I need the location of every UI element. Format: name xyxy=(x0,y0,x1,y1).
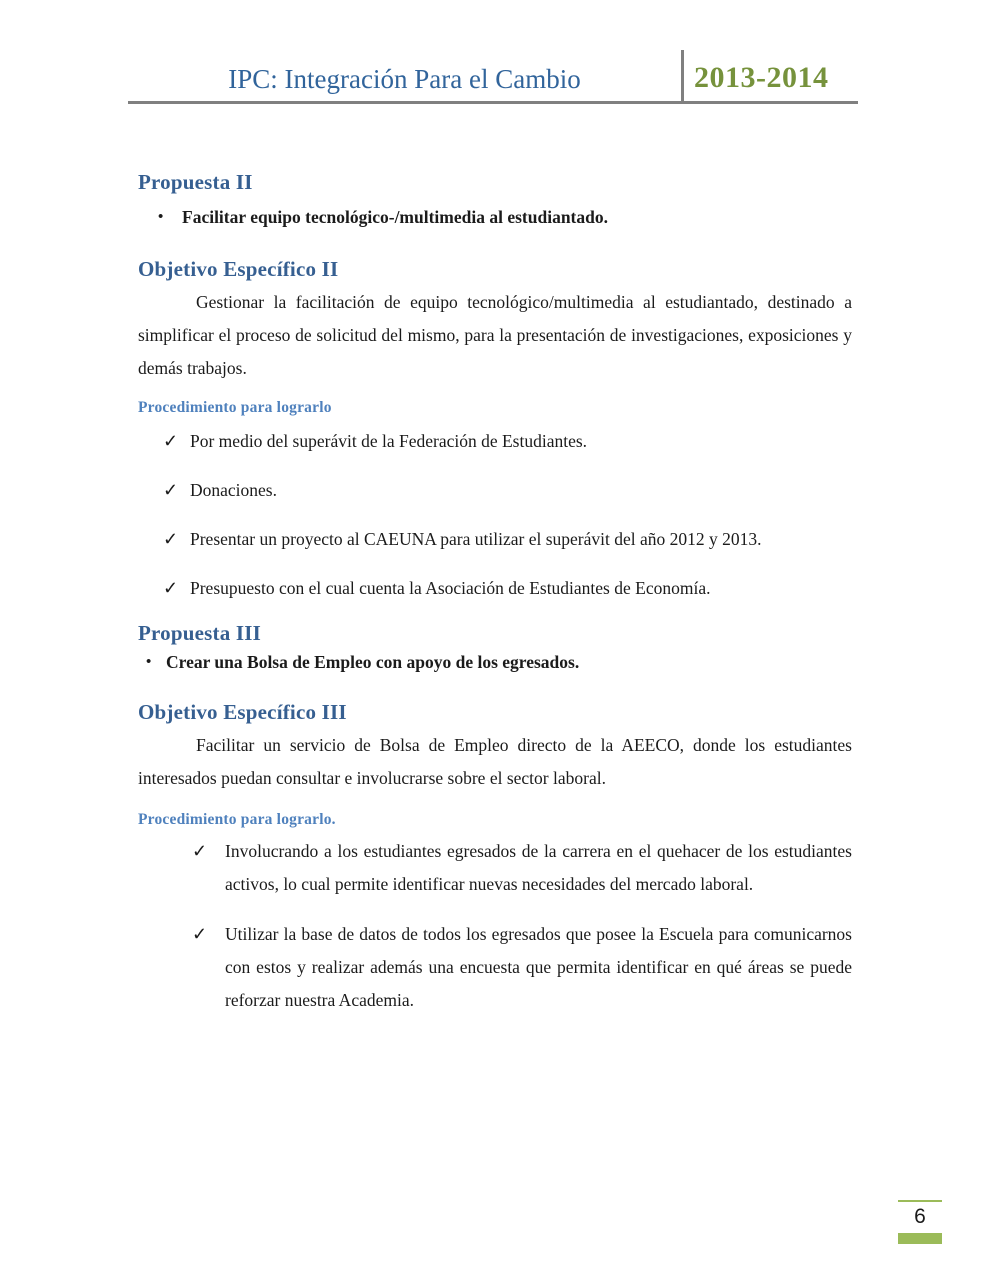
checklist-item xyxy=(138,523,852,556)
checklist-item xyxy=(138,474,852,507)
paragraph-objetivo-iii: Facilitar un servicio de Bolsa de Empleo directo de la AEECO, donde los estudiantes interesados puedan consultar e involucrarse sobre el sector laboral. xyxy=(138,735,852,788)
page-header xyxy=(128,50,858,104)
checklist-item xyxy=(138,918,852,1017)
header-period: 2013-2014 xyxy=(694,61,829,94)
paragraph-objetivo-ii: Gestionar la facilitación de equipo tecnológico/multimedia al estudiantado, destinado a simplificar el proceso de solicitud del mismo, para la presentación de investigaciones, exposiciones y demás trabajos. xyxy=(138,292,852,378)
checklist-item-text: Por medio del superávit de la Federación de Estudiantes. xyxy=(190,431,588,451)
bullet-icon: • xyxy=(146,654,152,670)
checklist-procedimiento-iii xyxy=(138,835,852,1017)
heading-objetivo-ii: Objetivo Específico II xyxy=(138,257,339,281)
heading-propuesta-iii: Propuesta III xyxy=(138,621,261,645)
bullet-text: Crear una Bolsa de Empleo con apoyo de los egresados. xyxy=(166,652,580,672)
checkmark-icon: ✓ xyxy=(192,841,208,861)
checklist-item xyxy=(138,425,852,458)
heading-objetivo-iii: Objetivo Específico III xyxy=(138,700,347,724)
checklist-item xyxy=(138,572,852,605)
checklist-item xyxy=(138,835,852,901)
subheading-procedimiento-ii: Procedimiento para lograrlo xyxy=(138,399,332,416)
checkmark-icon: ✓ xyxy=(163,529,179,549)
bullet-icon: • xyxy=(158,209,164,225)
checkmark-icon: ✓ xyxy=(163,431,179,451)
subheading-procedimiento-iii: Procedimiento para lograrlo. xyxy=(138,811,336,828)
checklist-item-text: Presentar un proyecto al CAEUNA para utilizar el superávit del año 2012 y 2013. xyxy=(190,529,762,549)
page-number: 6 xyxy=(914,1205,926,1228)
document-body xyxy=(138,170,852,1034)
bullet-item xyxy=(138,650,852,674)
checkmark-icon: ✓ xyxy=(163,578,179,598)
checkmark-icon: ✓ xyxy=(192,924,208,944)
header-title: IPC: Integración Para el Cambio xyxy=(128,50,684,101)
footer-bottom-bar xyxy=(898,1233,942,1244)
checklist-item-text: Donaciones. xyxy=(190,480,277,500)
page-footer xyxy=(898,1200,942,1244)
heading-propuesta-ii: Propuesta II xyxy=(138,170,253,194)
checklist-procedimiento-ii xyxy=(138,425,852,605)
checkmark-icon: ✓ xyxy=(163,480,179,500)
checklist-item-text: Involucrando a los estudiantes egresados de la carrera en el quehacer de los estudiantes activos, lo cual permite identificar nuevas necesidades del mercado laboral. xyxy=(225,841,852,894)
bullet-text: Facilitar equipo tecnológico-/multimedia al estudiantado. xyxy=(182,207,608,227)
checklist-item-text: Utilizar la base de datos de todos los egresados que posee la Escuela para comunicarnos con estos y realizar además una encuesta que permita identificar en qué áreas se puede reforzar nuestra Academia. xyxy=(225,924,852,1010)
checklist-item-text: Presupuesto con el cual cuenta la Asociación de Estudiantes de Economía. xyxy=(190,578,711,598)
bullet-item xyxy=(138,205,852,229)
